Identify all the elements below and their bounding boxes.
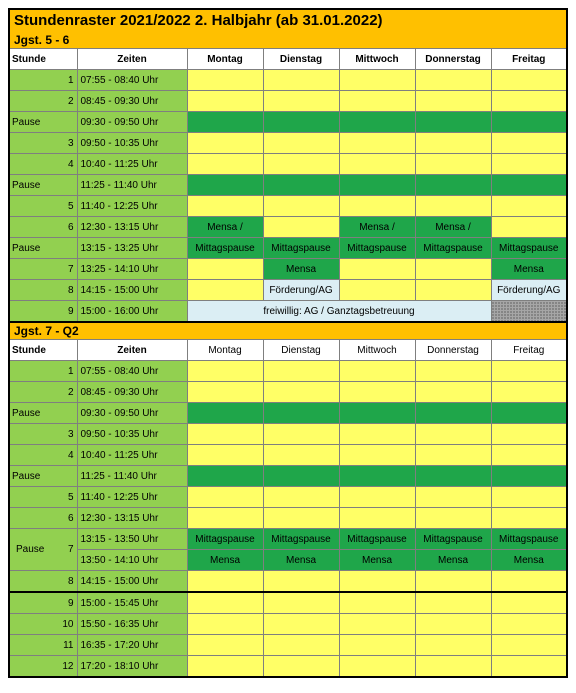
slot-cell: [263, 382, 339, 403]
pause-cell: [491, 466, 567, 487]
slot-cell: [187, 508, 263, 529]
mensa-cell: Mensa: [263, 550, 339, 571]
table-row: [9, 301, 567, 323]
hatched-cell: [491, 301, 567, 323]
period-time: 13:25 - 14:10 Uhr: [77, 259, 187, 280]
period-time: 09:30 - 09:50 Uhr: [77, 112, 187, 133]
slot-cell: [339, 133, 415, 154]
slot-cell: [263, 70, 339, 91]
period-time: 14:15 - 15:00 Uhr: [77, 571, 187, 593]
slot-cell: [415, 280, 491, 301]
timetable-5-6: [8, 48, 568, 323]
slot-cell: [263, 487, 339, 508]
pause-cell: [187, 175, 263, 196]
foerderung-cell: Förderung/AG: [263, 280, 339, 301]
slot-cell: [415, 424, 491, 445]
period-number: 7: [9, 259, 77, 280]
period-time: 11:25 - 11:40 Uhr: [77, 175, 187, 196]
slot-cell: [263, 133, 339, 154]
slot-cell: [187, 635, 263, 656]
pause-cell: [263, 112, 339, 133]
period-number: 5: [9, 196, 77, 217]
slot-cell: [339, 424, 415, 445]
period-time: 09:30 - 09:50 Uhr: [77, 403, 187, 424]
section-heading-7-q2: Jgst. 7 - Q2: [8, 323, 568, 339]
period-number: 10: [9, 614, 77, 635]
mittagspause-cell: Mittagspause: [339, 529, 415, 550]
pause-label: Pause: [9, 175, 77, 196]
col-header-zeiten: Zeiten: [77, 49, 187, 70]
period-time: 12:30 - 13:15 Uhr: [77, 508, 187, 529]
slot-cell: [263, 154, 339, 175]
mittagspause-cell: Mittagspause: [187, 529, 263, 550]
slot-cell: [339, 382, 415, 403]
slot-cell: [187, 487, 263, 508]
pause-cell: [415, 466, 491, 487]
mensa-cell: Mensa /: [187, 217, 263, 238]
pause-cell: [339, 175, 415, 196]
period-number: 1: [9, 70, 77, 91]
period-number: 4: [9, 154, 77, 175]
pause-label: Pause: [16, 544, 45, 555]
slot-cell: [491, 196, 567, 217]
period-number: 2: [9, 382, 77, 403]
slot-cell: [263, 656, 339, 678]
pause-cell: [339, 403, 415, 424]
slot-cell: [415, 445, 491, 466]
foerderung-cell: Förderung/AG: [491, 280, 567, 301]
slot-cell: [415, 133, 491, 154]
period-number: 9: [9, 301, 77, 323]
header-row: [9, 49, 567, 70]
period-number: 8: [9, 571, 77, 593]
period-time: 12:30 - 13:15 Uhr: [77, 217, 187, 238]
mensa-cell: Mensa: [415, 550, 491, 571]
period-time: 14:15 - 15:00 Uhr: [77, 280, 187, 301]
period-number: 3: [9, 133, 77, 154]
period-number: 7: [67, 544, 74, 555]
slot-cell: [415, 656, 491, 678]
section-heading-5-6: Jgst. 5 - 6: [8, 32, 568, 48]
pause-cell: [415, 175, 491, 196]
slot-cell: [187, 133, 263, 154]
slot-cell: [491, 382, 567, 403]
mensa-cell: Mensa: [491, 259, 567, 280]
slot-cell: [339, 614, 415, 635]
slot-cell: [339, 571, 415, 593]
slot-cell: [187, 196, 263, 217]
col-header-stunde: Stunde: [9, 340, 77, 361]
slot-cell: [415, 259, 491, 280]
period-time: 17:20 - 18:10 Uhr: [77, 656, 187, 678]
period-number: 3: [9, 424, 77, 445]
pause-cell: [263, 175, 339, 196]
slot-cell: [339, 280, 415, 301]
table-row: [9, 529, 567, 550]
pause-cell: [187, 466, 263, 487]
pause-label: Pause: [9, 403, 77, 424]
table-row: [9, 382, 567, 403]
slot-cell: [187, 259, 263, 280]
col-header-donnerstag: Donnerstag: [415, 340, 491, 361]
slot-cell: [491, 424, 567, 445]
col-header-freitag: Freitag: [491, 340, 567, 361]
period-time: 09:50 - 10:35 Uhr: [77, 424, 187, 445]
period-number: 5: [9, 487, 77, 508]
period-time: 11:25 - 11:40 Uhr: [77, 466, 187, 487]
slot-cell: [339, 196, 415, 217]
table-row: [9, 592, 567, 614]
mensa-cell: Mensa: [491, 550, 567, 571]
period-time: 16:35 - 17:20 Uhr: [77, 635, 187, 656]
pause-label: Pause: [9, 238, 77, 259]
mittagspause-cell: Mittagspause: [187, 238, 263, 259]
table-row: [9, 154, 567, 175]
period-number: 12: [9, 656, 77, 678]
period-number: 1: [9, 361, 77, 382]
pause-cell: [187, 112, 263, 133]
slot-cell: [491, 487, 567, 508]
table-row: [9, 112, 567, 133]
table-row: [9, 508, 567, 529]
slot-cell: [187, 592, 263, 614]
slot-cell: [415, 70, 491, 91]
period-time: 13:50 - 14:10 Uhr: [77, 550, 187, 571]
col-header-montag: Montag: [187, 49, 263, 70]
pause-cell: [491, 403, 567, 424]
period-number: 8: [9, 280, 77, 301]
period-time: 09:50 - 10:35 Uhr: [77, 133, 187, 154]
period-time: 07:55 - 08:40 Uhr: [77, 70, 187, 91]
slot-cell: [263, 196, 339, 217]
slot-cell: [187, 656, 263, 678]
table-row: [9, 133, 567, 154]
period-number: 2: [9, 91, 77, 112]
period-time: 15:00 - 16:00 Uhr: [77, 301, 187, 323]
slot-cell: [263, 91, 339, 112]
slot-cell: [263, 217, 339, 238]
slot-cell: [491, 91, 567, 112]
slot-cell: [491, 361, 567, 382]
table-row: [9, 571, 567, 593]
slot-cell: [491, 656, 567, 678]
table-row: [9, 614, 567, 635]
slot-cell: [187, 571, 263, 593]
slot-cell: [263, 445, 339, 466]
slot-cell: [187, 445, 263, 466]
period-number: 6: [9, 217, 77, 238]
col-header-stunde: Stunde: [9, 49, 77, 70]
slot-cell: [339, 445, 415, 466]
slot-cell: [187, 91, 263, 112]
slot-cell: [187, 361, 263, 382]
mensa-cell: Mensa: [187, 550, 263, 571]
slot-cell: [339, 635, 415, 656]
slot-cell: [491, 635, 567, 656]
slot-cell: [187, 382, 263, 403]
slot-cell: [415, 571, 491, 593]
mittagspause-cell: Mittagspause: [491, 238, 567, 259]
pause-seven-cell: [9, 529, 77, 571]
mittagspause-cell: Mittagspause: [415, 238, 491, 259]
slot-cell: [415, 196, 491, 217]
mensa-cell: Mensa: [263, 259, 339, 280]
slot-cell: [263, 635, 339, 656]
slot-cell: [339, 487, 415, 508]
slot-cell: [263, 424, 339, 445]
slot-cell: [187, 154, 263, 175]
pause-label: Pause: [9, 466, 77, 487]
period-time: 13:15 - 13:50 Uhr: [77, 529, 187, 550]
table-row: [9, 487, 567, 508]
slot-cell: [263, 361, 339, 382]
slot-cell: [263, 571, 339, 593]
slot-cell: [491, 154, 567, 175]
slot-cell: [339, 592, 415, 614]
slot-cell: [415, 382, 491, 403]
table-row: [9, 238, 567, 259]
slot-cell: [415, 91, 491, 112]
slot-cell: [339, 656, 415, 678]
slot-cell: [339, 361, 415, 382]
slot-cell: [339, 154, 415, 175]
pause-label: Pause: [9, 112, 77, 133]
mittagspause-cell: Mittagspause: [263, 238, 339, 259]
pause-cell: [415, 403, 491, 424]
mittagspause-cell: Mittagspause: [263, 529, 339, 550]
table-row: [9, 424, 567, 445]
table-row: [9, 280, 567, 301]
slot-cell: [415, 154, 491, 175]
slot-cell: [491, 614, 567, 635]
slot-cell: [491, 508, 567, 529]
slot-cell: [491, 70, 567, 91]
col-header-donnerstag: Donnerstag: [415, 49, 491, 70]
table-row: [9, 196, 567, 217]
slot-cell: [187, 424, 263, 445]
page-title: Stundenraster 2021/2022 2. Halbjahr (ab 31.01.2022): [8, 8, 568, 32]
period-number: 11: [9, 635, 77, 656]
col-header-montag: Montag: [187, 340, 263, 361]
mittagspause-cell: Mittagspause: [415, 529, 491, 550]
col-header-dienstag: Dienstag: [263, 49, 339, 70]
mensa-cell: Mensa: [339, 550, 415, 571]
slot-cell: [415, 487, 491, 508]
mensa-cell: Mensa /: [339, 217, 415, 238]
period-time: 10:40 - 11:25 Uhr: [77, 445, 187, 466]
table-row: [9, 550, 567, 571]
pause-cell: [339, 466, 415, 487]
slot-cell: [187, 70, 263, 91]
pause-cell: [491, 112, 567, 133]
period-time: 08:45 - 09:30 Uhr: [77, 382, 187, 403]
slot-cell: [339, 508, 415, 529]
period-time: 15:50 - 16:35 Uhr: [77, 614, 187, 635]
slot-cell: [339, 91, 415, 112]
slot-cell: [415, 361, 491, 382]
table-row: [9, 70, 567, 91]
slot-cell: [491, 133, 567, 154]
slot-cell: [415, 508, 491, 529]
period-time: 07:55 - 08:40 Uhr: [77, 361, 187, 382]
period-time: 10:40 - 11:25 Uhr: [77, 154, 187, 175]
pause-cell: [263, 403, 339, 424]
slot-cell: [263, 508, 339, 529]
table-row: [9, 466, 567, 487]
period-number: 4: [9, 445, 77, 466]
col-header-mittwoch: Mittwoch: [339, 49, 415, 70]
col-header-dienstag: Dienstag: [263, 340, 339, 361]
col-header-zeiten: Zeiten: [77, 340, 187, 361]
pause-cell: [415, 112, 491, 133]
period-number: 9: [9, 592, 77, 614]
slot-cell: [415, 614, 491, 635]
freiwillig-cell: freiwillig: AG / Ganztagsbetreuung: [187, 301, 491, 323]
slot-cell: [415, 635, 491, 656]
pause-cell: [263, 466, 339, 487]
table-row: [9, 259, 567, 280]
pause-cell: [339, 112, 415, 133]
slot-cell: [187, 280, 263, 301]
col-header-mittwoch: Mittwoch: [339, 340, 415, 361]
pause-cell: [491, 175, 567, 196]
period-number: 6: [9, 508, 77, 529]
pause-cell: [187, 403, 263, 424]
table-row: [9, 91, 567, 112]
mensa-cell: Mensa /: [415, 217, 491, 238]
slot-cell: [491, 217, 567, 238]
slot-cell: [187, 614, 263, 635]
header-row: [9, 340, 567, 361]
period-time: 13:15 - 13:25 Uhr: [77, 238, 187, 259]
timetable-sheet: [8, 8, 568, 678]
col-header-freitag: Freitag: [491, 49, 567, 70]
table-row: [9, 361, 567, 382]
table-row: [9, 656, 567, 678]
period-time: 11:40 - 12:25 Uhr: [77, 487, 187, 508]
slot-cell: [491, 592, 567, 614]
table-row: [9, 175, 567, 196]
slot-cell: [491, 571, 567, 593]
table-row: [9, 445, 567, 466]
slot-cell: [263, 614, 339, 635]
mittagspause-cell: Mittagspause: [491, 529, 567, 550]
table-row: [9, 217, 567, 238]
slot-cell: [415, 592, 491, 614]
mittagspause-cell: Mittagspause: [339, 238, 415, 259]
period-time: 15:00 - 15:45 Uhr: [77, 592, 187, 614]
timetable-7-q2: [8, 339, 568, 678]
slot-cell: [263, 592, 339, 614]
table-row: [9, 403, 567, 424]
period-time: 11:40 - 12:25 Uhr: [77, 196, 187, 217]
period-time: 08:45 - 09:30 Uhr: [77, 91, 187, 112]
table-row: [9, 635, 567, 656]
slot-cell: [491, 445, 567, 466]
slot-cell: [339, 70, 415, 91]
slot-cell: [339, 259, 415, 280]
